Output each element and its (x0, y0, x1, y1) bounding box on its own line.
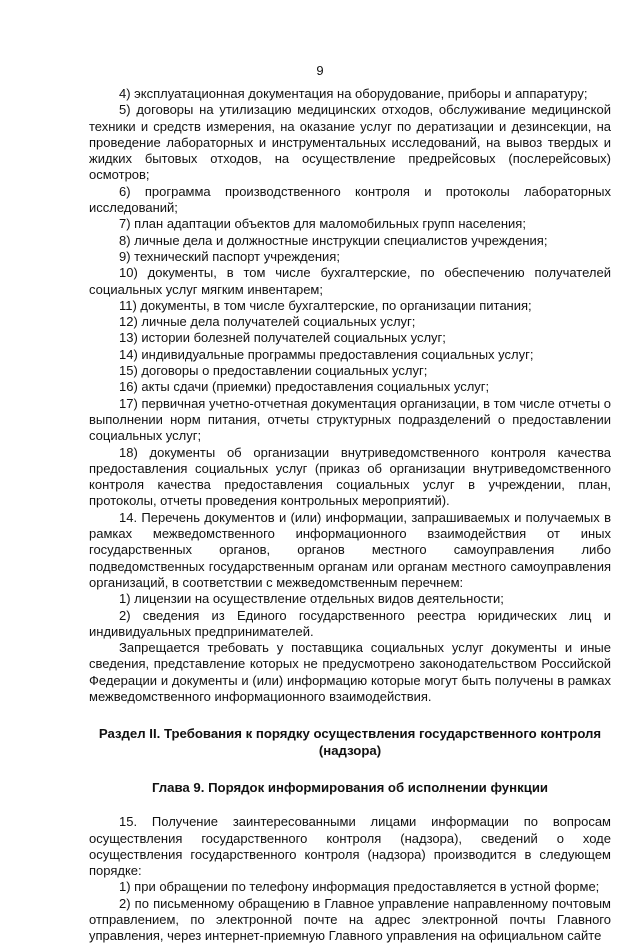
list-item: 5) договоры на утилизацию медицинских отходов, обслуживание медицинской техники и средств измерения, на оказание услуг по дератизации и дезинсекции, на проведение лабораторных и инструментальных исследований, на вывоз твердых и жидких бытовых отходов, на осуществление предрейсовых (послерейсовых) осмотров; (89, 102, 611, 183)
list-item: 12) личные дела получателей социальных услуг; (119, 314, 416, 330)
list-item: 6) программа производственного контроля и протоколы лабораторных исследований; (89, 183, 611, 216)
list-item: 13) истории болезней получателей социальных услуг; (119, 330, 446, 346)
list-item: 7) план адаптации объектов для маломобильных групп населения; (119, 216, 526, 232)
list-item: 16) акты сдачи (приемки) предоставления социальных услуг; (119, 379, 490, 395)
list-item: 18) документы об организации внутриведомственного контроля качества предоставления социальных услуг (приказ об организации внутриведомственного контроля качества предоставления социальных услуг в учреждении, план, протоколы, отчеты проведения контрольных мероприятий). (89, 444, 611, 509)
list-item: 2) по письменному обращению в Главное управление направленному почтовым отправлением, по электронной почте на адрес электронной почты Главного управления, через интернет-приемную Главного управления на официальном сайте (89, 895, 611, 944)
list-item: 4) эксплуатационная документация на оборудование, приборы и аппаратуру; (119, 86, 588, 101)
list-item: 1) лицензии на осуществление отдельных видов деятельности; (119, 591, 504, 607)
page-number: 9 (316, 63, 324, 78)
document-body (89, 86, 611, 945)
list-item: 17) первичная учетно-отчетная документация организации, в том числе отчеты о выполнении норм питания, отчеты структурных подразделений о предоставлении социальных услуг; (89, 395, 611, 444)
spacer (89, 796, 611, 814)
prohibition-paragraph: Запрещается требовать у поставщика социальных услуг документы и иные сведения, представление которых не предусмотрено законодательством Российской Федерации и документы и (или) информацию которые могут быть получены в рамках межведомственного информационного взаимодействия. (89, 640, 611, 704)
list-item: 14) индивидуальные программы предоставления социальных услуг; (119, 346, 534, 362)
paragraph-15: 15. Получение заинтересованными лицами информации по вопросам осуществления государственного контроля (надзора), сведений о ходе осуществления государственного контроля (надзора) производится в следующем порядке: (89, 814, 611, 879)
section-title: Раздел II. Требования к порядку осуществления государственного контроля (надзора) (98, 726, 602, 759)
list-item: 9) технический паспорт учреждения; (119, 248, 340, 264)
list-item: 15) договоры о предоставлении социальных услуг; (119, 363, 428, 379)
list-item: 10) документы, в том числе бухгалтерские, по обеспечению получателей социальных услуг мягким инвентарем; (89, 265, 611, 297)
chapter-title: Глава 9. Порядок информирования об исполнении функции (151, 780, 549, 796)
list-item: 8) личные дела и должностные инструкции специалистов учреждения; (119, 232, 548, 248)
list-item: 1) при обращении по телефону информация предоставляется в устной форме; (119, 879, 600, 895)
list-item: 2) сведения из Единого государственного реестра юридических лиц и индивидуальных предпринимателей. (89, 607, 611, 639)
paragraph-14: 14. Перечень документов и (или) информации, запрашиваемых и получаемых в рамках межведомственного информационного взаимодействия от иных государственных органов, органов местного самоуправления либо подведомственных государственным органам или органам местного самоуправления организаций, в соответствии с межведомственным перечнем: (89, 509, 611, 590)
list-item: 11) документы, в том числе бухгалтерские, по организации питания; (119, 297, 532, 313)
